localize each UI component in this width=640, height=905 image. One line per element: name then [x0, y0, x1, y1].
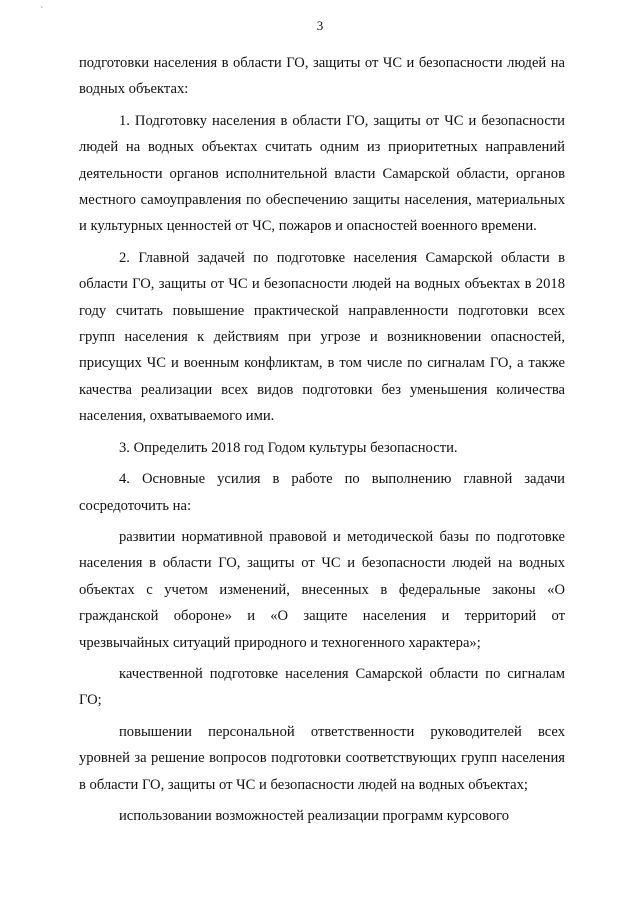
paragraph-subitem-responsibility: повышении персональной ответственности руководителей всех уровней за решение вопросов подготовки соответствующих групп населения в области ГО, защиты от ЧС и безопасности людей на водных объектах;: [79, 723, 565, 793]
paragraph-subitem-regulatory: развитии нормативной правовой и методической базы по подготовке населения в области ГО, защиты от ЧС и безопасности людей на водных объектах с учетом изменений, внесенных в федеральные законы «О гражданской обороне» и «О защите населения и территорий от чрезвычайных ситуаций природного и техногенного характера»;: [79, 528, 565, 651]
paragraph-item-4: 4. Основные усилия в работе по выполнению главной задачи сосредоточить на:: [79, 471, 565, 514]
paragraph-item-2: 2. Главной задачей по подготовке населения Самарской области в области ГО, защиты от ЧС и безопасности людей на водных объектах в 2018 году считать повышение практической направленности подготовки всех групп населения к действиям при угрозе и возникновении опасностей, присущих ЧС и военным конфликтам, в том числе по сигналам ГО, а также качества реализации всех видов подготовки без уменьшения количества населения, охватываемого ими.: [79, 249, 565, 425]
paragraph-subitem-signals: качественной подготовке населения Самарской области по сигналам ГО;: [79, 665, 565, 709]
paragraph-item-3: 3. Определить 2018 год Годом культуры безопасности.: [119, 439, 458, 456]
paragraph-continuation: подготовки населения в области ГО, защиты от ЧС и безопасности людей на водных объектах:: [79, 55, 565, 98]
page-number: 3: [316, 18, 324, 33]
document-body: [79, 50, 565, 829]
paragraph-subitem-programs: использовании возможностей реализации программ курсового: [119, 807, 510, 824]
scan-artifact: `: [40, 6, 44, 17]
paragraph-item-1: 1. Подготовку населения в области ГО, защиты от ЧС и безопасности людей на водных объектах считать одним из приоритетных направлений деятельности органов исполнительной власти Самарской области, органов местного самоуправления по обеспечению защиты населения, материальных и культурных ценностей от ЧС, пожаров и опасностей военного времени.: [79, 112, 565, 235]
